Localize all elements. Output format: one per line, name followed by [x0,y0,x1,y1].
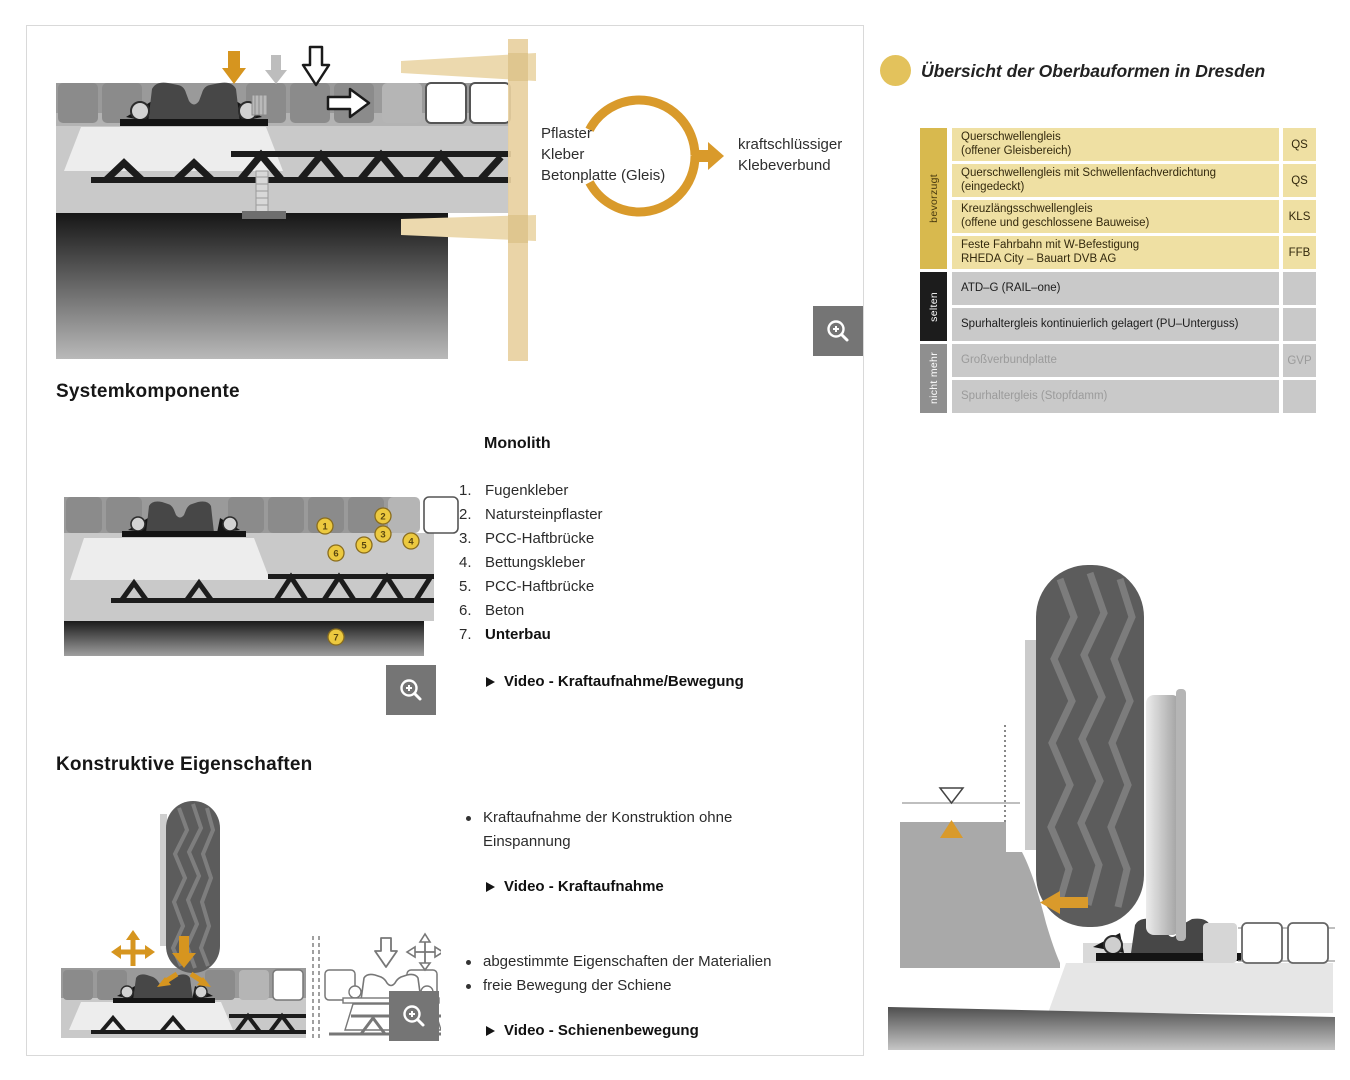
section-divider [313,936,319,1041]
section-bullet-circle [880,55,911,86]
video-link-kraftaufnahme-bewegung[interactable]: Video - Kraftaufnahme/Bewegung [486,673,744,690]
paving-stones [66,497,458,533]
tire-backdrop [160,814,167,946]
table-group-selten [920,272,1320,341]
bullet-kraftaufnahme: Kraftaufnahme der Konstruktion ohne Einspannung [466,806,786,854]
bullet-materialien: abgestimmte Eigenschaften der Materialien [466,950,806,974]
monolith-heading: Monolith [484,435,551,452]
code-cell: GVP [1283,344,1316,377]
video-link-schienenbewegung[interactable]: Video - Schienenbewegung [486,1022,699,1039]
code-cell: FFB [1283,236,1316,269]
code-cell: KLS [1283,200,1316,233]
table-row: Großverbundplatte GVP [952,344,1320,377]
table-group-nicht-mehr [920,344,1320,413]
load-arrow-gray [265,55,287,84]
content-card [26,25,864,1056]
ring-label-left: Pflaster Kleber Betonplatte (Gleis) [541,125,666,184]
zoom-button-top-diagram[interactable] [813,306,863,356]
table-row: Kreuzlängsschwellengleis (offene und geschlossene Bauweise) KLS [952,200,1320,233]
play-icon [486,1026,495,1036]
bullet-dot [466,960,471,965]
table-row: Feste Fahrbahn mit W-Befestigung RHEDA City – Bauart DVB AG FFB [952,236,1320,269]
list-item: 6. Beton [459,601,525,619]
svg-text:3: 3 [380,529,386,541]
svg-text:2: 2 [380,511,386,523]
list-item: 2. Natursteinpflaster [459,505,603,523]
list-item: 4. Bettungskleber [459,553,586,571]
svg-text:5: 5 [361,540,367,552]
zoom-button-system-diagram[interactable] [386,665,436,715]
embedded-rail-cross-section-diagram [56,39,846,364]
code-cell: QS [1283,128,1316,161]
table-row: Querschwellengleis (offener Gleisbereich) QS [952,128,1320,161]
table-row: Querschwellengleis mit Schwellenfachverdichtung (eingedeckt) QS [952,164,1320,197]
group-label-strip: bevorzugt [920,128,947,269]
list-item: 1. Fugenkleber [459,481,569,499]
wheel-on-rail-diagram [888,545,1335,1050]
table-row: Spurhaltergleis kontinuierlich gelagert (PU–Unterguss) [952,308,1320,341]
code-cell: QS [1283,164,1316,197]
zoom-button-konstruktive-diagram[interactable] [389,991,439,1041]
track-slab [1048,963,1333,1013]
table-row: Spurhaltergleis (Stopfdamm) [952,380,1320,413]
magnifier-plus-icon [400,1002,428,1030]
tire [166,801,220,973]
tram-wheel [1146,689,1186,941]
tire [1036,565,1144,927]
oberbauformen-table [920,128,1320,416]
table-group-bevorzugt [920,128,1320,269]
ring-label-right: kraftschlüssiger Klebeverbund [738,136,843,174]
code-cell [1283,308,1316,341]
svg-text:1: 1 [322,521,328,533]
list-item: 7. Unterbau [459,625,551,643]
load-arrow-outline [303,47,329,85]
systemkomponente-heading: Systemkomponente [56,381,240,402]
paving-stones [58,83,510,123]
component-list [459,478,603,646]
bullet-dot [466,984,471,989]
systemkomponente-diagram [56,476,466,666]
table-row: ATD–G (RAIL–one) [952,272,1320,305]
magnifier-plus-icon [397,676,425,704]
konstruktive-heading: Konstruktive Eigenschaften [56,754,313,775]
video-link-kraftaufnahme[interactable]: Video - Kraftaufnahme [486,878,664,895]
bullet-dot [466,816,471,821]
code-cell [1283,272,1316,305]
list-item: 5. PCC-Haftbrücke [459,577,595,595]
paving-stones [1203,923,1335,963]
tire-backdrop [1025,640,1037,850]
list-item: 3. PCC-Haftbrücke [459,529,595,547]
play-icon [486,677,495,687]
svg-text:7: 7 [333,632,339,644]
code-cell [1283,380,1316,413]
overview-title: Übersicht der Oberbauformen in Dresden [921,61,1266,81]
svg-text:4: 4 [408,536,414,548]
group-label-strip: nicht mehr [920,344,947,413]
group-label-strip: selten [920,272,947,341]
bullet-bewegung: freie Bewegung der Schiene [466,974,806,998]
konstruktive-diagram [61,786,441,1041]
level-triangle-icon [940,788,963,803]
magnifier-plus-icon [824,317,852,345]
load-arrow-gold [222,51,246,84]
play-icon [486,882,495,892]
svg-text:6: 6 [333,548,339,560]
subgrade-band [888,1007,1335,1050]
